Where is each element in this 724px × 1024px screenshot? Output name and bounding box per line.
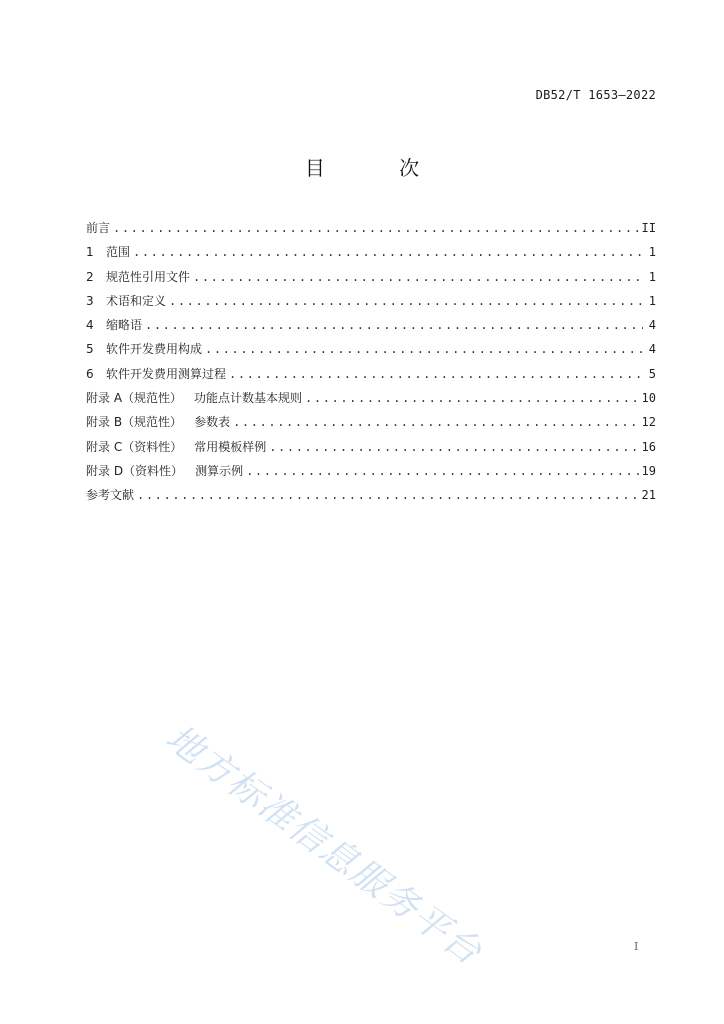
toc-entry[interactable] <box>86 483 656 507</box>
toc-entry-page: 1 <box>648 269 656 284</box>
toc-entry-page: 16 <box>641 439 656 454</box>
toc-entry[interactable] <box>86 410 656 434</box>
toc-entry-number: 6 <box>86 366 94 381</box>
toc-entry-number: 3 <box>86 293 94 308</box>
toc-entry-page: 1 <box>648 293 656 308</box>
toc-entry-label: 缩略语 <box>106 318 143 333</box>
toc-entry[interactable] <box>86 265 656 289</box>
toc-entry-page: 19 <box>641 463 656 478</box>
toc-list <box>86 216 656 508</box>
toc-entry-leader-dots <box>246 459 638 483</box>
toc-entry-leader-dots <box>229 362 643 386</box>
toc-entry-label: 软件开发费用构成 <box>106 342 203 357</box>
toc-entry-page: 12 <box>641 415 656 430</box>
toc-entry[interactable] <box>86 289 656 313</box>
toc-entry-leader-dots <box>169 289 643 313</box>
toc-entry-label: 前言 <box>86 221 111 235</box>
toc-entry-page: 10 <box>641 391 656 406</box>
toc-entry-label: 功能点计数基本规则 <box>194 391 303 406</box>
toc-entry-label: 术语和定义 <box>106 293 167 308</box>
toc-entry-leader-dots <box>305 386 639 410</box>
toc-entry-page: 4 <box>648 318 656 333</box>
toc-entry[interactable] <box>86 216 656 240</box>
toc-entry-leader-dots <box>133 240 643 264</box>
toc-entry-label: 软件开发费用测算过程 <box>106 366 227 381</box>
toc-entry-page: 21 <box>641 488 656 503</box>
toc-entry-label: 范围 <box>106 245 131 260</box>
toc-entry-page: 1 <box>648 245 656 260</box>
toc-entry[interactable] <box>86 313 656 337</box>
toc-entry-page: II <box>641 221 656 235</box>
toc-entry-leader-dots <box>137 483 639 507</box>
toc-entry-page: 4 <box>648 342 656 357</box>
toc-entry-annex-tag: 附录 B（规范性） <box>86 415 183 430</box>
toc-entry-number: 4 <box>86 318 94 333</box>
toc-entry-number: 1 <box>86 245 94 260</box>
toc-entry[interactable] <box>86 240 656 264</box>
toc-entry-label: 参考文献 <box>86 488 135 503</box>
toc-entry[interactable] <box>86 337 656 361</box>
toc-entry-annex-tag: 附录 A（规范性） <box>86 391 183 406</box>
toc-entry-number: 5 <box>86 342 94 357</box>
toc-entry[interactable] <box>86 459 656 483</box>
document-code: DB52/T 1653—2022 <box>535 88 656 102</box>
toc-entry[interactable] <box>86 435 656 459</box>
toc-entry-leader-dots <box>233 410 638 434</box>
toc-entry[interactable] <box>86 386 656 410</box>
toc-entry-annex-tag: 附录 C（资料性） <box>86 439 183 454</box>
toc-entry-label: 参数表 <box>194 415 231 430</box>
toc-entry-annex-tag: 附录 D（资料性） <box>86 463 184 478</box>
toc-entry-leader-dots <box>269 435 638 459</box>
watermark: 地方标准信息服务平台 <box>158 717 490 974</box>
toc-entry-label: 常用模板样例 <box>194 439 267 454</box>
toc-entry-leader-dots <box>113 216 639 240</box>
toc-entry-label: 测算示例 <box>195 463 244 478</box>
toc-entry[interactable] <box>86 362 656 386</box>
toc-entry-label: 规范性引用文件 <box>106 269 191 284</box>
page-number: I <box>634 940 639 953</box>
toc-entry-leader-dots <box>205 337 643 361</box>
toc-entry-leader-dots <box>193 265 643 289</box>
toc-entry-page: 5 <box>648 366 656 381</box>
toc-entry-number: 2 <box>86 269 94 284</box>
toc-title: 目 次 <box>304 156 454 180</box>
toc-entry-leader-dots <box>145 313 643 337</box>
